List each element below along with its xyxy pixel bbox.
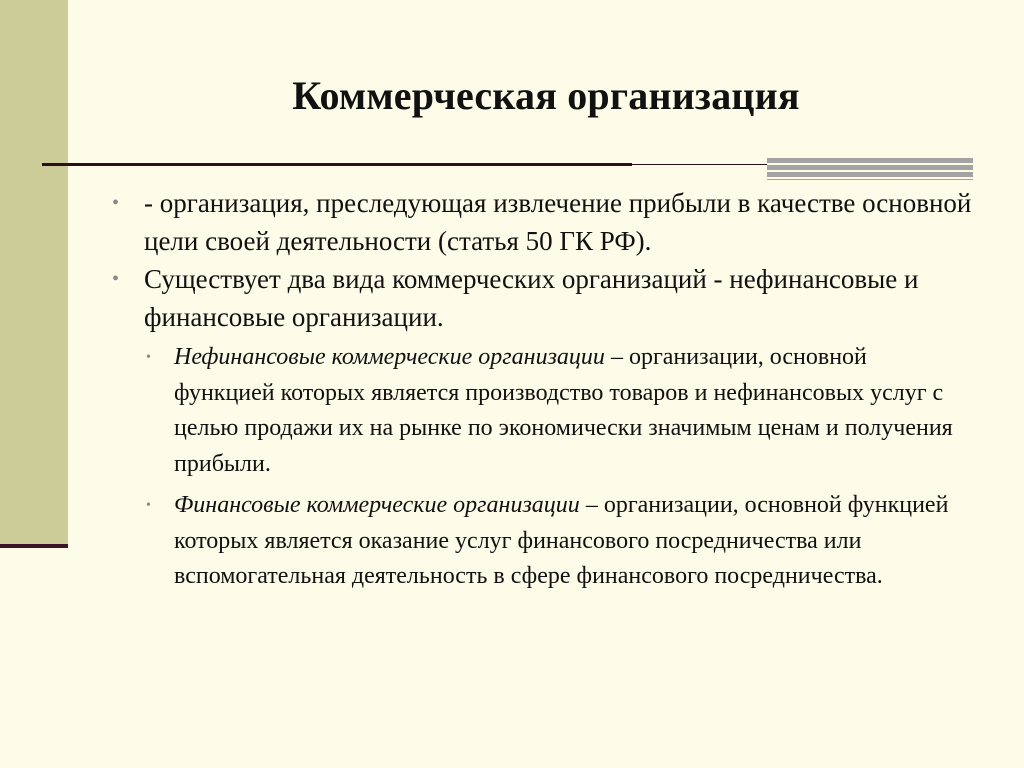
sub-bullet-text: – организации, основной функцией которых является оказание услуг финансового посредничества или вспомогательная деятельность в сфере финансового посредничества. [174, 492, 949, 589]
bullet-text: - организация, преследующая извлечение прибыли в качестве основной цели своей деятельности (статья 50 ГК РФ). [144, 188, 972, 256]
sub-bullet-list [144, 340, 988, 595]
term-nonfinancial: Нефинансовые коммерческие организации [174, 344, 605, 370]
sub-bullet-item [144, 340, 964, 482]
bullet-icon: • [112, 268, 120, 290]
term-financial: Финансовые коммерческие организации [174, 492, 580, 518]
sub-bullet-text: – организации, основной функцией которых является производство товаров и нефинансовых услуг с целью продажи их на рынке по экономически значимым ценам и получения прибыли. [174, 344, 953, 477]
bullet-text: Существует два вида коммерческих организаций - нефинансовые и финансовые организации. [144, 264, 919, 332]
title-divider-accent [767, 158, 973, 180]
sub-bullet-item [144, 488, 964, 595]
sub-bullet-icon: • [146, 350, 151, 365]
title-divider [42, 163, 632, 166]
sub-bullet-icon: • [146, 498, 151, 513]
slide-content [108, 184, 988, 601]
bullet-icon: • [112, 192, 120, 214]
bullet-item [108, 260, 988, 336]
sidebar-rule [0, 544, 68, 548]
slide-title: Коммерческая организация [292, 73, 800, 118]
bullet-item [108, 184, 988, 260]
sidebar-band [0, 0, 68, 547]
